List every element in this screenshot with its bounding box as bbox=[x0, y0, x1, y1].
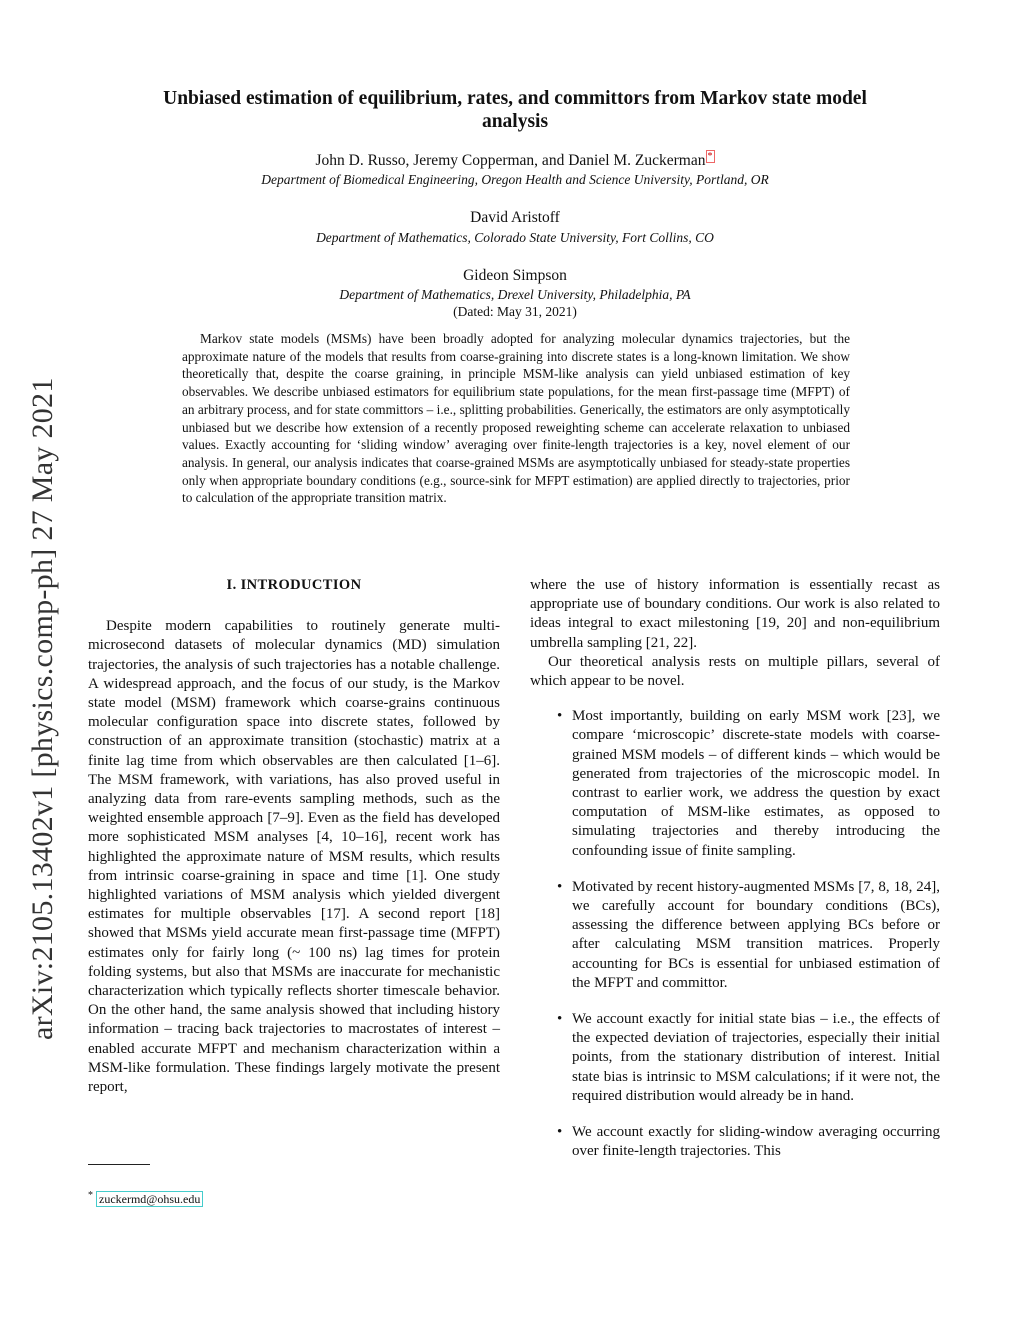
affiliation-3: Department of Mathematics, Drexel University, Philadelphia, PA bbox=[339, 287, 691, 302]
footnote-mark-link[interactable]: * bbox=[707, 151, 713, 162]
section-heading: I. INTRODUCTION bbox=[226, 577, 362, 593]
right-column bbox=[530, 576, 940, 1178]
abstract bbox=[182, 330, 850, 507]
bullet-text: Most importantly, building on early MSM work [23], we compare ‘microscopic’ discrete-state models with coarse-grained MSM models – of different kinds – which would be generated from trajectories of the microscopic model. In contrast to earlier work, we address the question by exact computation of MSM-like estimates, as opposed to simulating trajectories and thereby introducing the confounding issue of finite sampling. bbox=[572, 708, 940, 859]
bullet-icon: • bbox=[557, 878, 563, 895]
list-item bbox=[530, 1123, 940, 1161]
footnote-mark: * bbox=[88, 1190, 93, 1201]
paper-title bbox=[90, 87, 940, 133]
continuation-paragraph: where the use of history information is essentially recast as appropriate use of boundary conditions. Our work is also related to ideas integral to exact milestoning [19, 20] and non-equilibrium umbrella sampling [21, 22]. bbox=[530, 577, 940, 651]
title-line-2: analysis bbox=[481, 111, 549, 132]
bullet-icon: • bbox=[557, 1124, 563, 1141]
abstract-text: Markov state models (MSMs) have been broadly adopted for analyzing molecular dynamics trajectories, but the approximate nature of the models that results from coarse-graining into discrete states is a long-known limitation. We show theoretically that, despite the coarse graining, in principle MSM-like analysis can yield unbiased estimation of key observables. We describe unbiased estimators for equilibrium state populations, for the mean first-passage time (MFPT) of an arbitrary process, and for state committors – i.e., splitting probabilities. Generically, the estimators are only asymptotically unbiased but we describe how extension of a recently proposed reweighting scheme can accelerate relaxation to unbiased values. Exactly accounting for ‘sliding window’ averaging over finite-length trajectories is a key, novel element of our analysis. In general, our analysis indicates that coarse-grained MSMs are asymptotically unbiased for steady-state properties only when appropriate boundary conditions (e.g., source-sink for MFPT estimation) are applied directly to trajectories, prior to calculation of the appropriate transition matrix. bbox=[182, 331, 850, 506]
arxiv-identifier-text: arXiv:2105.13402v1 [physics.comp-ph] 27 May 2021 bbox=[26, 377, 59, 1040]
pillars-list bbox=[530, 707, 940, 1161]
pillars-intro-paragraph: Our theoretical analysis rests on multiple pillars, several of which appear to be novel. bbox=[530, 653, 940, 690]
bullet-text: We account exactly for sliding-window averaging occurring over finite-length trajectories. This bbox=[572, 1124, 940, 1160]
list-item bbox=[530, 878, 940, 993]
footnote-rule bbox=[88, 1164, 150, 1165]
bullet-text: We account exactly for initial state bias – i.e., the effects of the expected deviation of trajectories, especially their initial points, from the stationary distribution of interest. Initial state bias is intrinsic to MSM calculations; if it were not, the required distribution would already be in hand. bbox=[572, 1011, 940, 1104]
author-names-1: John D. Russo, Jeremy Copperman, and Daniel M. Zuckerman bbox=[315, 152, 706, 170]
left-column bbox=[88, 576, 500, 1097]
list-item bbox=[530, 707, 940, 861]
author-group-1 bbox=[120, 151, 910, 170]
bullet-icon: • bbox=[557, 708, 563, 725]
author-2: David Aristoff bbox=[470, 209, 560, 226]
footnote bbox=[88, 1190, 203, 1207]
affiliation-2: Department of Mathematics, Colorado State University, Fort Collins, CO bbox=[316, 230, 714, 245]
affiliation-1: Department of Biomedical Engineering, Oregon Health and Science University, Portland, OR bbox=[261, 172, 769, 187]
email-link[interactable]: zuckermd@ohsu.edu bbox=[96, 1191, 203, 1207]
intro-paragraph: Despite modern capabilities to routinely generate multi-microsecond datasets of molecular dynamics (MD) simulation trajectories, the analysis of such trajectories has a notable challenge. A widespread approach, and the focus of our study, is the Markov state model (MSM) framework which coarse-grains continuous molecular configuration space into discrete states, followed by construction of an approximate transition (stochastic) matrix at a finite lag time from which observables are then calculated [1–6]. The MSM framework, with variations, has also proved useful in analyzing data from rare-events sampling methods, such as the weighted ensemble approach [7–9]. Even as the field has developed more sophisticated MSM analyses [4, 10–16], recent work has highlighted the approximate nature of MSM results, which results from intrinsic coarse-graining in space and time [1]. One study highlighted variations of MSM analysis which yielded divergent estimates for multiple observables [17]. A second report [18] showed that MSMs yield accurate mean first-passage time (MFPT) estimates only for fairly long (~ 100 ns) lag times for protein folding systems, but also that MSMs are inaccurate for mechanistic characterization which typically reflects shorter timescale behavior. On the other hand, the same analysis showed that including history information – tracing back trajectories to macrostates of interest – enabled accurate MFPT and mechanism characterization within a MSM-like formulation. These findings largely motivate the present report, bbox=[88, 618, 500, 1096]
bullet-text: Motivated by recent history-augmented MSMs [7, 8, 18, 24], we carefully account for boundary conditions (BCs), assessing the difference between applying BCs before or after calculating MSM transition matrices. Properly accounting for BCs is essential for unbiased estimation of the MFPT and committor. bbox=[572, 878, 940, 991]
dated-line: (Dated: May 31, 2021) bbox=[453, 304, 577, 319]
bullet-icon: • bbox=[557, 1011, 563, 1028]
list-item bbox=[530, 1010, 940, 1106]
arxiv-identifier bbox=[26, 300, 66, 1040]
title-line-1: Unbiased estimation of equilibrium, rates, and committors from Markov state model bbox=[163, 88, 867, 109]
author-3: Gideon Simpson bbox=[463, 267, 567, 284]
